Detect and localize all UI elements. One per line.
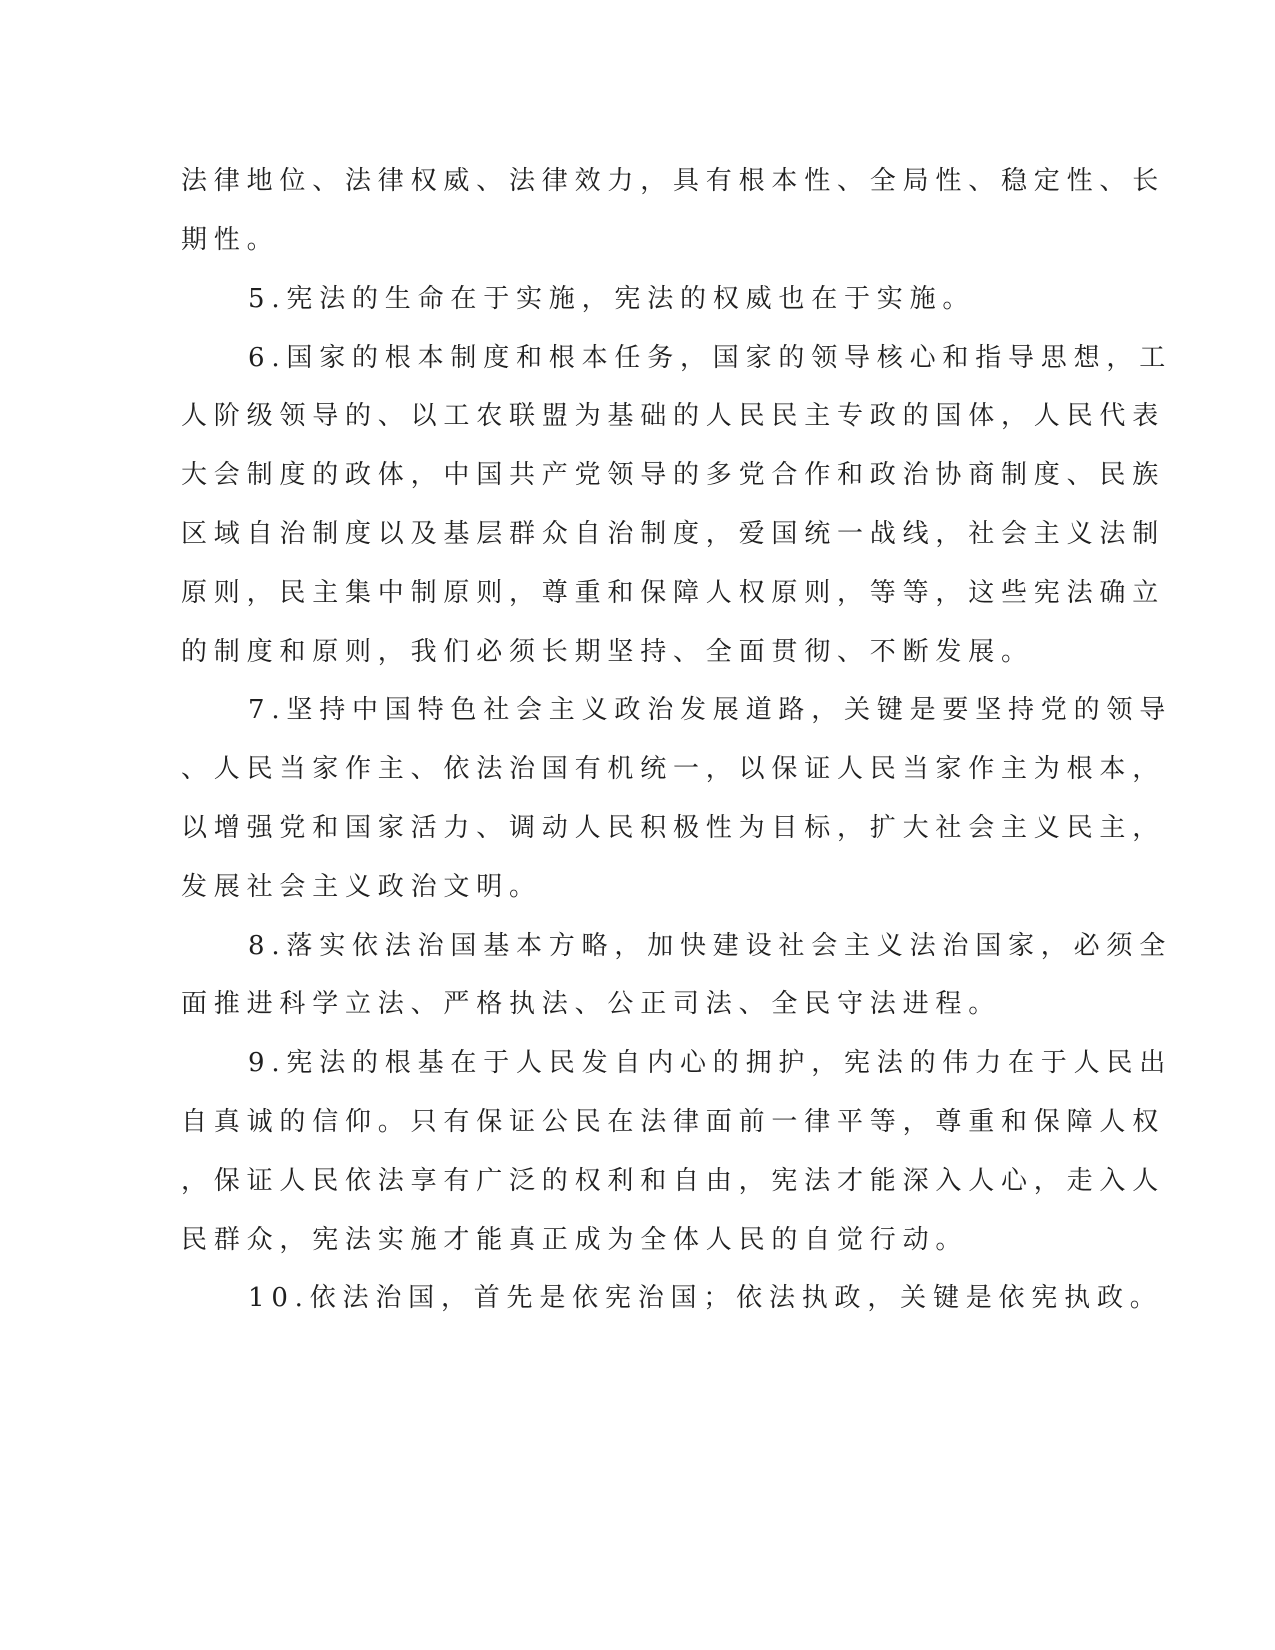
text-line: 法律地位、法律权威、法律效力，具有根本性、全局性、稳定性、长 <box>181 166 1166 196</box>
text-line: 民群众，宪法实施才能真正成为全体人民的自觉行动。 <box>181 1225 969 1255</box>
text-line: 、人民当家作主、依法治国有机统一，以保证人民当家作主为根本， <box>181 754 1166 784</box>
paragraph-6-line: 6.国家的根本制度和根本任务，国家的领导核心和指导思想，工 <box>248 343 1173 373</box>
paragraph-9-line: 9.宪法的根基在于人民发自内心的拥护，宪法的伟力在于人民出 <box>248 1048 1173 1078</box>
text-line: 区域自治制度以及基层群众自治制度，爱国统一战线，社会主义法制 <box>181 519 1166 549</box>
text-line: 自真诚的信仰。只有保证公民在法律面前一律平等，尊重和保障人权 <box>181 1107 1166 1137</box>
paragraph-7-line: 7.坚持中国特色社会主义政治发展道路，关键是要坚持党的领导 <box>248 695 1173 725</box>
text-line: 人阶级领导的、以工农联盟为基础的人民民主专政的国体，人民代表 <box>181 401 1166 431</box>
text-line: 发展社会主义政治文明。 <box>181 872 542 902</box>
text-line: 期性。 <box>181 225 280 255</box>
text-line: 以增强党和国家活力、调动人民积极性为目标，扩大社会主义民主， <box>181 813 1166 843</box>
paragraph-10-line: 10.依法治国，首先是依宪治国；依法执政，关键是依宪执政。 <box>248 1283 1163 1313</box>
text-line: 大会制度的政体，中国共产党领导的多党合作和政治协商制度、民族 <box>181 460 1166 490</box>
text-line: ，保证人民依法享有广泛的权利和自由，宪法才能深入人心，走入人 <box>181 1166 1166 1196</box>
text-line: 面推进科学立法、严格执法、公正司法、全民守法进程。 <box>181 989 1002 1019</box>
paragraph-5-line: 5.宪法的生命在于实施，宪法的权威也在于实施。 <box>248 284 976 314</box>
text-line: 的制度和原则，我们必须长期坚持、全面贯彻、不断发展。 <box>181 637 1034 667</box>
paragraph-8-line: 8.落实依法治国基本方略，加快建设社会主义法治国家，必须全 <box>248 931 1173 961</box>
text-line: 原则，民主集中制原则，尊重和保障人权原则，等等，这些宪法确立 <box>181 578 1166 608</box>
